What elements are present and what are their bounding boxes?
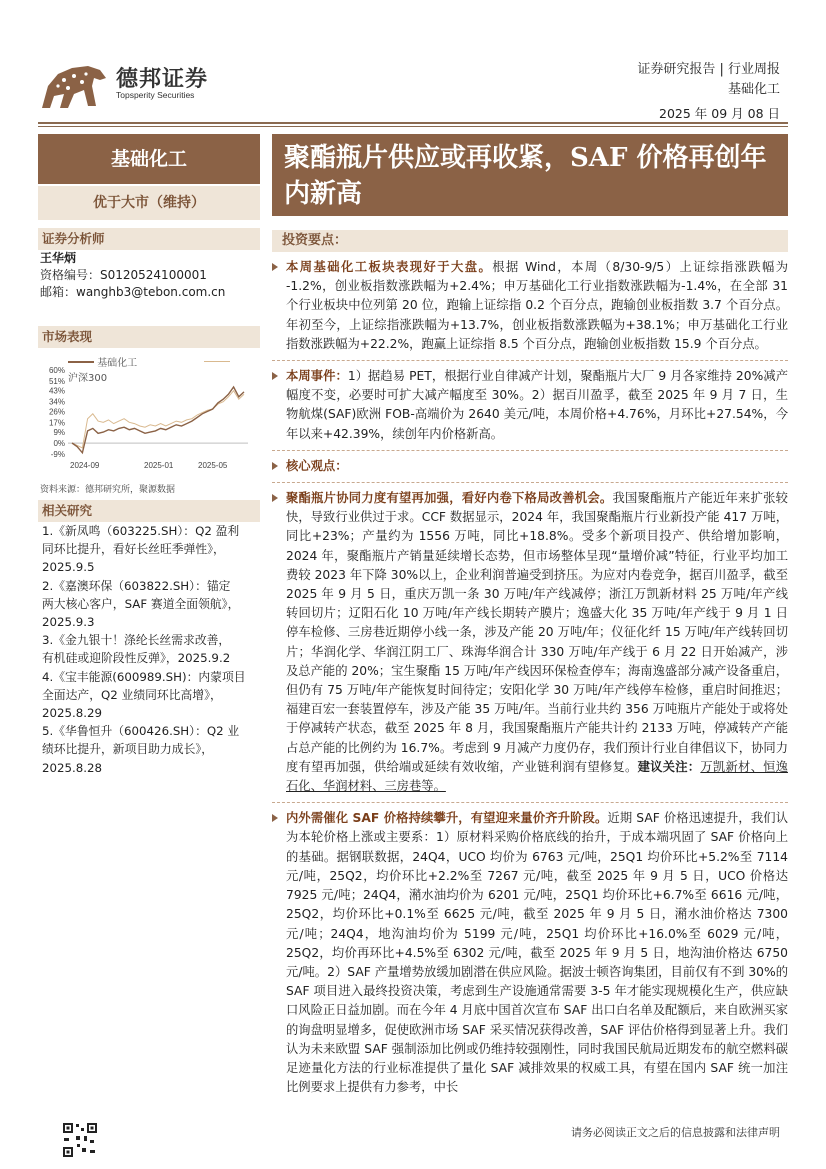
report-title: 聚酯瓶片供应或再收紧，SAF 价格再创年内新高	[272, 134, 788, 216]
related-item-line: 2.《嘉澳环保（603822.SH）：锚定	[42, 578, 231, 593]
related-list	[42, 522, 264, 777]
point-lead: 本周事件：	[286, 369, 348, 384]
point-body: 1）据趋易 PET，根据行业自律减产计划，聚酯瓶片大厂 9 月各家维持 20%减产幅度不变，必要时可扩大减产幅度至 30%。2）据百川盈孚，截至 2025 年 9 月 7 日，生物航煤(SAF)欧洲 FOB-高端价为 2640 美元/吨，本周价格+4.76%，月环比+27.54%，今年以来+42.39%，续创年内价格新高。	[286, 369, 788, 441]
recommend-label: 建议关注：	[637, 759, 701, 774]
point-core	[272, 450, 788, 476]
point-pet	[272, 482, 788, 796]
brand-name-en: Topsperity Securities	[116, 90, 195, 100]
analyst-name: 王华炳	[40, 251, 77, 265]
chart-source: 资料来源：德邦研究所，聚源数据	[40, 485, 176, 495]
x-tick-label: 2025-01	[144, 461, 174, 470]
bullet-icon	[272, 372, 278, 380]
y-tick-label: 43%	[48, 386, 65, 396]
related-item-line: 3.《金九银十！涤纶长丝需求改善，	[42, 633, 231, 648]
point-market	[272, 258, 788, 354]
point-lead: 核心观点：	[286, 458, 348, 473]
related-heading: 相关研究	[38, 500, 260, 522]
legend-label-sector: 基础化工	[97, 358, 138, 369]
related-item-line: 绩环比提升，新项目助力成长》，	[42, 742, 214, 757]
y-tick-label: 51%	[48, 376, 65, 386]
point-lead: 本周基础化工板块表现好于大盘。	[286, 260, 493, 274]
y-tick-label: 17%	[48, 418, 65, 428]
investment-heading: 投资要点：	[272, 230, 788, 252]
analyst-heading: 证券分析师	[38, 228, 260, 250]
related-item-line: 2025.9.5	[42, 560, 95, 575]
report-sector: 基础化工	[727, 82, 780, 97]
chart-svg	[38, 354, 260, 478]
related-item-line: 两大核心客户，SAF 赛道全面领航》，	[42, 596, 240, 611]
analyst-cert: 资格编号：S0120524100001	[40, 268, 207, 282]
y-tick-label: 34%	[48, 397, 65, 407]
point-lead: 内外需催化 SAF 价格持续攀升，有望迎来量价齐升阶段。	[286, 811, 608, 826]
point-saf	[272, 802, 788, 1097]
main-content	[272, 258, 788, 1103]
related-item-line: 1.《新凤鸣（603225.SH）：Q2 盈利	[42, 524, 240, 538]
market-chart	[38, 354, 260, 478]
point-lead: 聚酯瓶片协同力度有望再加强，看好内卷下格局改善机会。	[286, 491, 613, 506]
bullet-icon	[272, 814, 278, 822]
point-body: 根据 Wind，本周（8/30-9/5）上证综指涨跌幅为 -1.2%，创业板指数涨跌幅为+2.4%；申万基础化工行业指数涨跌幅为-1.4%，在全部 31 个行业板块中位列第 20 位，跑输上证综指 0.2 个百分点，跑输创业板指数 3.7 个百分点。年初至今，上证综指涨跌幅为+13.7%，创业板指数涨跌幅为+38.1%；申万基础化工行业指数涨跌幅为+22.2%，跑赢上证综指 8.5 个百分点，跑输创业板指数 15.9 个百分点。	[286, 260, 788, 351]
report-date: 2025 年 09 月 08 日	[659, 106, 780, 121]
related-item-line: 全面达产，Q2 业绩同环比高增》，	[42, 687, 222, 702]
report-type: 证券研究报告 | 行业周报	[637, 62, 780, 77]
footer-disclaimer: 请务必阅读正文之后的信息披露和法律声明	[571, 1126, 780, 1139]
leopard-logo-icon	[38, 56, 110, 114]
bullet-icon	[272, 462, 278, 470]
qr-code-icon	[62, 1122, 98, 1158]
x-tick-label: 2024-09	[70, 461, 100, 470]
report-meta	[637, 60, 780, 100]
brand-name: 德邦证券	[116, 67, 209, 92]
point-body: 近期 SAF 价格迅速提升，我们认为本轮价格上涨或主要系：1）原材料采购价格底线的抬升，于成本端巩固了 SAF 价格向上的基础。据钢联数据，24Q4，UCO 均价为 6763 元/吨，25Q1 均价环比+5.2%至 7114 元/吨，25Q2，均价环比+2.2%至 7267 元/吨，截至 2025 年 9 月 5 日，UCO 价格达 7925 元/吨；24Q4，潲水油均价为 6201 元/吨，25Q1 均价环比+6.7%至 6616 元/吨，25Q2，均价环比+0.1%至 6625 元/吨，截至 2025 年 9 月 5 日，潲水油价格达 7300 元/吨；24Q4，地沟油均价为 5199 元/吨，25Q1 均价环比+16.0%至 6029 元/吨，25Q2，均价再环比+4.5%至 6302 元/吨，截至 2025 年 9 月 5 日，地沟油价格达 6750 元/吨。2）SAF 产量增势放缓加剧潜在供应风险。据波士顿咨询集团，目前仅有不到 30%的 SAF 项目进入最终投资决策，考虑到生产设施通常需要 3-5 年才能实现规模化生产，供应缺口风险正日益加剧。而在今年 4 月底中国首次宣布 SAF 出口白名单及配额后，来自欧洲买家的询盘明显增多，促使欧洲市场 SAF 采买情况获得改善，SAF 评估价格得到显著上升。我们认为未来欧盟 SAF 强制添加比例或仍维持较强刚性，同时我国民航局近期发布的航空燃料碳足迹量化方法的行业标准提供了量化 SAF 减排效果的权威工具，有望在国内 SAF 统一加注比例要求上提供有力参考，中长	[286, 811, 788, 1095]
bullet-icon	[272, 263, 278, 271]
recommend-companies: 万凯新材、恒逸石化、华润材料、三房巷等。	[286, 759, 788, 794]
related-item-line: 5.《华鲁恒升（600426.SH）：Q2 业	[42, 724, 240, 739]
x-tick-label: 2025-05	[198, 461, 228, 470]
related-item-line: 同环比提升，看好长丝旺季弹性》，	[42, 542, 225, 557]
rating-badge: 优于大市（维持）	[38, 186, 260, 220]
point-body: 我国聚酯瓶片产能近年来扩张较快，导致行业供过于求。CCF 数据显示，2024 年，我国聚酯瓶片行业新投产能 417 万吨，同比+23%；产量约为 1556 万吨，同比+18.8%。受多个新项目投产、供给增加影响，2024 年，聚酯瓶片产销量延续增长态势，但市场整体呈现“量增价减”特征，行业平均加工费较 2023 年下降 30%以上，企业利润普遍受到挤压。为应对内卷竞争，据百川盈孚，截至 2025 年 9 月 5 日，重庆万凯一条 30 万吨/年产线减停；浙江万凯新材料 25 万吨/年产线转回切片；辽阳石化 10 万吨/年产线长期转产膜片；逸盛大化 35 万吨/年产线于 9 月 1 日停车检修、三房巷近期停小线一条，涉及产能 20 万吨/年；仪征化纤 15 万吨/年产线转回切片；华润化学、华润江阴工厂、珠海华润合计 330 万吨/年产线于 6 月 22 日开始减产，涉及总产能的 20%；宝生聚酯 15 万吨/年产线因环保检查停车；海南逸盛部分减产设备重启，但仍有 75 万吨/年产能恢复时间待定；安阳化学 30 万吨/年产线停车检修，重启时间推迟；福建百宏一套装置停车，涉及产能 35 万吨/年。当前行业共约 356 万吨瓶片产能处于或将处于停减转产状态，截至 2025 年 8 月，我国聚酯瓶片产能共计约 2133 万吨，停减转产产能占总产能的比例约为 16.7%。考虑到 9 月减产力度仍存，我们预计行业自律倡议下，协同力度有望再加强，供给端或延续有效收缩，产业链利润有望修复。	[286, 491, 788, 774]
series-line	[72, 391, 244, 448]
related-item-line: 2025.8.28	[42, 760, 103, 775]
related-item-line: 2025.9.3	[42, 615, 95, 630]
header-divider-thin	[38, 126, 788, 127]
legend-label-index: 沪深300	[68, 373, 108, 384]
y-tick-label: 0%	[53, 439, 65, 449]
y-tick-label: 9%	[53, 428, 65, 438]
sector-label: 基础化工	[38, 134, 260, 184]
related-item-line: 有机硅或迎阶段性反弹》，2025.9.2	[42, 651, 231, 666]
bullet-icon	[272, 494, 278, 502]
related-item-line: 2025.8.29	[42, 706, 103, 721]
y-tick-label: -9%	[50, 450, 65, 459]
brand-logo	[38, 56, 228, 114]
market-heading: 市场表现	[38, 326, 260, 348]
y-tick-label: 60%	[48, 366, 65, 375]
header-divider	[38, 122, 788, 124]
y-tick-label: 26%	[48, 407, 65, 417]
analyst-email[interactable]: 邮箱：wanghb3@tebon.com.cn	[40, 285, 226, 299]
analyst-info	[40, 250, 225, 301]
related-item-line: 4.《宝丰能源(600989.SH)：内蒙项目	[42, 669, 246, 684]
point-events	[272, 360, 788, 444]
